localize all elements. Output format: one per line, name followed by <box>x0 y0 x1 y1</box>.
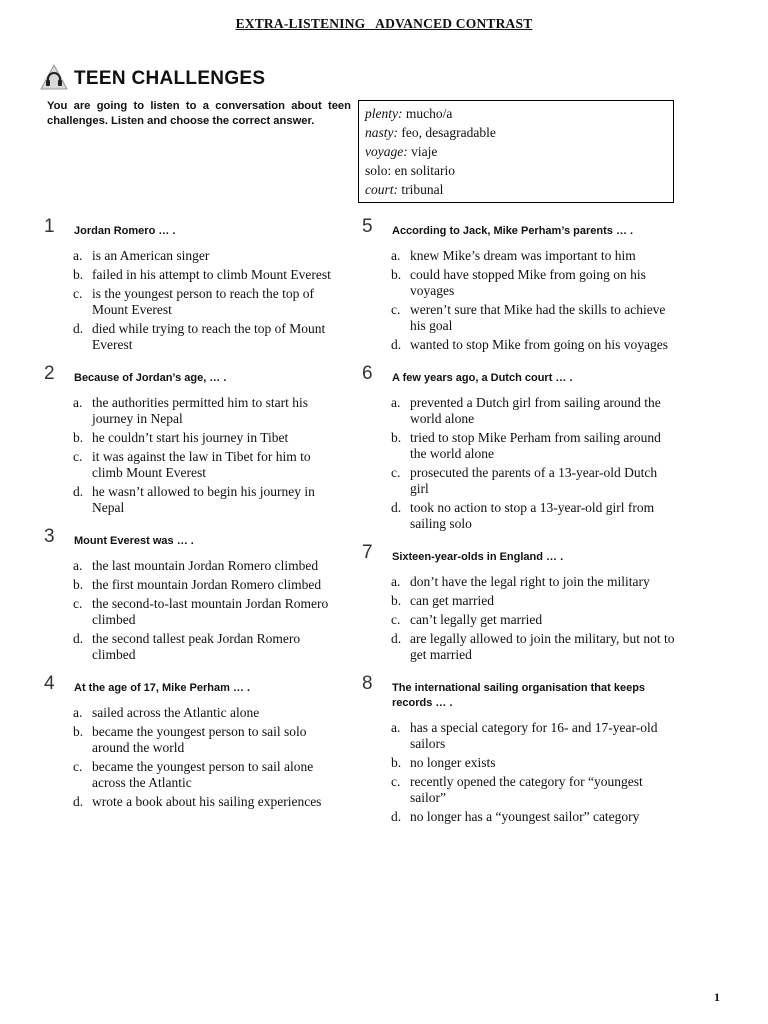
option-letter: d. <box>391 809 402 824</box>
answer-option[interactable] <box>44 449 344 481</box>
instructions-text: You are going to listen to a conversation about teen challenges. Listen and choose the correct answer. <box>47 100 351 127</box>
option-text: has a special category for 16- and 17-year-old sailors <box>410 720 658 751</box>
question-3 <box>44 526 344 663</box>
option-letter: b. <box>391 755 402 770</box>
option-text: the last mountain Jordan Romero climbed <box>92 558 319 573</box>
answer-option[interactable] <box>362 465 678 497</box>
option-text: recently opened the category for “youngest sailor” <box>410 774 643 805</box>
question-header <box>362 363 678 395</box>
option-letter: d. <box>73 321 84 336</box>
vocab-term: nasty: <box>365 125 398 140</box>
question-2 <box>44 363 344 516</box>
answer-option[interactable] <box>44 596 344 628</box>
question-header <box>44 216 344 248</box>
answer-option[interactable] <box>362 337 678 353</box>
option-text: are legally allowed to join the military, but not to get married <box>410 631 675 662</box>
option-text: is an American singer <box>92 248 210 263</box>
option-text: failed in his attempt to climb Mount Everest <box>92 267 331 282</box>
question-header <box>44 673 344 705</box>
question-7 <box>362 542 678 663</box>
option-letter: a. <box>391 248 401 263</box>
option-letter: a. <box>73 558 83 573</box>
question-stem: According to Jack, Mike Perham’s parents … . <box>392 225 634 237</box>
option-text: the first mountain Jordan Romero climbed <box>92 577 322 592</box>
vocab-entry <box>365 104 667 123</box>
answer-option[interactable] <box>44 577 344 593</box>
option-text: knew Mike’s dream was important to him <box>410 248 636 263</box>
question-stem: The international sailing organisation that keeps records … . <box>392 682 646 709</box>
question-stem: Mount Everest was … . <box>74 535 194 547</box>
option-text: prosecuted the parents of a 13-year-old Dutch girl <box>410 465 658 496</box>
option-text: took no action to stop a 13-year-old girl from sailing solo <box>410 500 655 531</box>
answer-option[interactable] <box>362 809 678 825</box>
vocab-entry <box>365 161 667 180</box>
option-letter: a. <box>391 395 401 410</box>
answer-option[interactable] <box>362 395 678 427</box>
answer-option[interactable] <box>44 705 344 721</box>
option-text: the second-to-last mountain Jordan Romero climbed <box>92 596 329 627</box>
left-column <box>44 216 344 813</box>
option-letter: d. <box>73 794 84 809</box>
option-text: became the youngest person to sail alone across the Atlantic <box>92 759 314 790</box>
question-number: 6 <box>362 363 373 384</box>
option-letter: c. <box>73 759 83 774</box>
option-letter: d. <box>391 500 402 515</box>
answer-option[interactable] <box>362 593 678 609</box>
option-text: don’t have the legal right to join the military <box>410 574 650 589</box>
answer-option[interactable] <box>362 302 678 334</box>
question-number: 2 <box>44 363 55 384</box>
question-stem: Because of Jordan’s age, … . <box>74 372 227 384</box>
page-number: 1 <box>714 990 720 1004</box>
question-8 <box>362 673 678 825</box>
option-text: he wasn’t allowed to begin his journey in Nepal <box>92 484 315 515</box>
answer-option[interactable] <box>362 267 678 299</box>
answer-option[interactable] <box>44 484 344 516</box>
option-letter: b. <box>73 267 84 282</box>
option-text: wanted to stop Mike from going on his voyages <box>410 337 668 352</box>
question-header <box>44 363 344 395</box>
option-letter: c. <box>391 774 401 789</box>
vocab-entry <box>365 142 667 161</box>
question-header <box>362 673 678 720</box>
question-number: 1 <box>44 216 55 237</box>
document-header-title: EXTRA-LISTENING_ ADVANCED CONTRAST <box>235 16 533 31</box>
answer-option[interactable] <box>362 248 678 264</box>
vocab-entry <box>365 180 667 199</box>
answer-option[interactable] <box>44 724 344 756</box>
option-letter: b. <box>73 724 84 739</box>
option-text: is the youngest person to reach the top of Mount Everest <box>92 286 314 317</box>
option-list <box>362 248 678 353</box>
question-number: 4 <box>44 673 55 694</box>
vocab-term: plenty: <box>365 106 403 121</box>
question-number: 5 <box>362 216 373 237</box>
answer-option[interactable] <box>44 430 344 446</box>
question-number: 8 <box>362 673 373 694</box>
question-6 <box>362 363 678 532</box>
question-stem: At the age of 17, Mike Perham … . <box>74 682 251 694</box>
vocab-translation: tribunal <box>401 182 444 197</box>
option-letter: c. <box>391 302 401 317</box>
option-letter: b. <box>391 593 402 608</box>
vocab-entry <box>365 123 667 142</box>
option-text: no longer exists <box>410 755 496 770</box>
vocab-translation: mucho/a <box>405 106 453 121</box>
answer-option[interactable] <box>362 430 678 462</box>
answer-option[interactable] <box>362 574 678 590</box>
option-letter: c. <box>73 449 83 464</box>
option-list <box>44 558 344 663</box>
option-list <box>44 248 344 353</box>
right-column <box>362 216 678 828</box>
answer-option[interactable] <box>44 794 344 810</box>
option-list <box>362 720 678 825</box>
question-number: 7 <box>362 542 373 563</box>
option-letter: a. <box>73 248 83 263</box>
option-letter: d. <box>73 484 84 499</box>
vocab-term: voyage: <box>365 144 408 159</box>
option-text: prevented a Dutch girl from sailing around the world alone <box>410 395 661 426</box>
vocab-translation: viaje <box>411 144 438 159</box>
option-letter: b. <box>73 577 84 592</box>
question-header <box>362 542 678 574</box>
vocab-term: solo: <box>365 163 392 178</box>
question-4 <box>44 673 344 810</box>
option-text: can’t legally get married <box>410 612 543 627</box>
option-letter: b. <box>73 430 84 445</box>
answer-option[interactable] <box>362 774 678 806</box>
option-text: he couldn’t start his journey in Tibet <box>92 430 289 445</box>
vocabulary-box <box>358 100 674 203</box>
vocab-term: court: <box>365 182 398 197</box>
option-letter: b. <box>391 267 402 282</box>
option-list <box>362 395 678 532</box>
question-stem: Sixteen-year-olds in England … . <box>392 551 564 563</box>
option-letter: d. <box>391 631 402 646</box>
option-text: became the youngest person to sail solo around the world <box>92 724 307 755</box>
option-text: tried to stop Mike Perham from sailing around the world alone <box>410 430 661 461</box>
vocab-translation: en solitario <box>394 163 456 178</box>
option-letter: a. <box>391 720 401 735</box>
question-number: 3 <box>44 526 55 547</box>
option-text: the second tallest peak Jordan Romero climbed <box>92 631 301 662</box>
answer-option[interactable] <box>44 286 344 318</box>
answer-option[interactable] <box>362 631 678 663</box>
answer-option[interactable] <box>44 759 344 791</box>
question-stem: Jordan Romero … . <box>74 225 176 237</box>
option-text: could have stopped Mike from going on his voyages <box>410 267 646 298</box>
vocab-translation: feo, desagradable <box>401 125 496 140</box>
answer-option[interactable] <box>362 500 678 532</box>
answer-option[interactable] <box>44 395 344 427</box>
question-1 <box>44 216 344 353</box>
answer-option[interactable] <box>362 720 678 752</box>
question-header <box>44 526 344 558</box>
option-letter: c. <box>73 596 83 611</box>
answer-option[interactable] <box>362 755 678 771</box>
option-letter: a. <box>391 574 401 589</box>
option-letter: b. <box>391 430 402 445</box>
option-letter: c. <box>391 612 401 627</box>
answer-option[interactable] <box>44 558 344 574</box>
option-letter: a. <box>73 705 83 720</box>
option-text: the authorities permitted him to start his journey in Nepal <box>92 395 308 426</box>
headphones-icon <box>40 64 68 90</box>
option-text: it was against the law in Tibet for him to climb Mount Everest <box>92 449 311 480</box>
page-title: TEEN CHALLENGES <box>74 68 266 89</box>
option-list <box>362 574 678 663</box>
option-text: sailed across the Atlantic alone <box>92 705 260 720</box>
option-text: died while trying to reach the top of Mount Everest <box>92 321 326 352</box>
option-text: wrote a book about his sailing experiences <box>92 794 322 809</box>
question-stem: A few years ago, a Dutch court … . <box>392 372 573 384</box>
option-letter: c. <box>73 286 83 301</box>
option-text: can get married <box>410 593 494 608</box>
answer-option[interactable] <box>362 612 678 628</box>
option-letter: d. <box>391 337 402 352</box>
option-list <box>44 395 344 516</box>
option-letter: c. <box>391 465 401 480</box>
option-letter: d. <box>73 631 84 646</box>
option-text: no longer has a “youngest sailor” category <box>410 809 640 824</box>
question-header <box>362 216 678 248</box>
answer-option[interactable] <box>44 248 344 264</box>
option-text: weren’t sure that Mike had the skills to achieve his goal <box>410 302 666 333</box>
question-5 <box>362 216 678 353</box>
option-letter: a. <box>73 395 83 410</box>
answer-option[interactable] <box>44 321 344 353</box>
option-list <box>44 705 344 810</box>
answer-option[interactable] <box>44 267 344 283</box>
answer-option[interactable] <box>44 631 344 663</box>
